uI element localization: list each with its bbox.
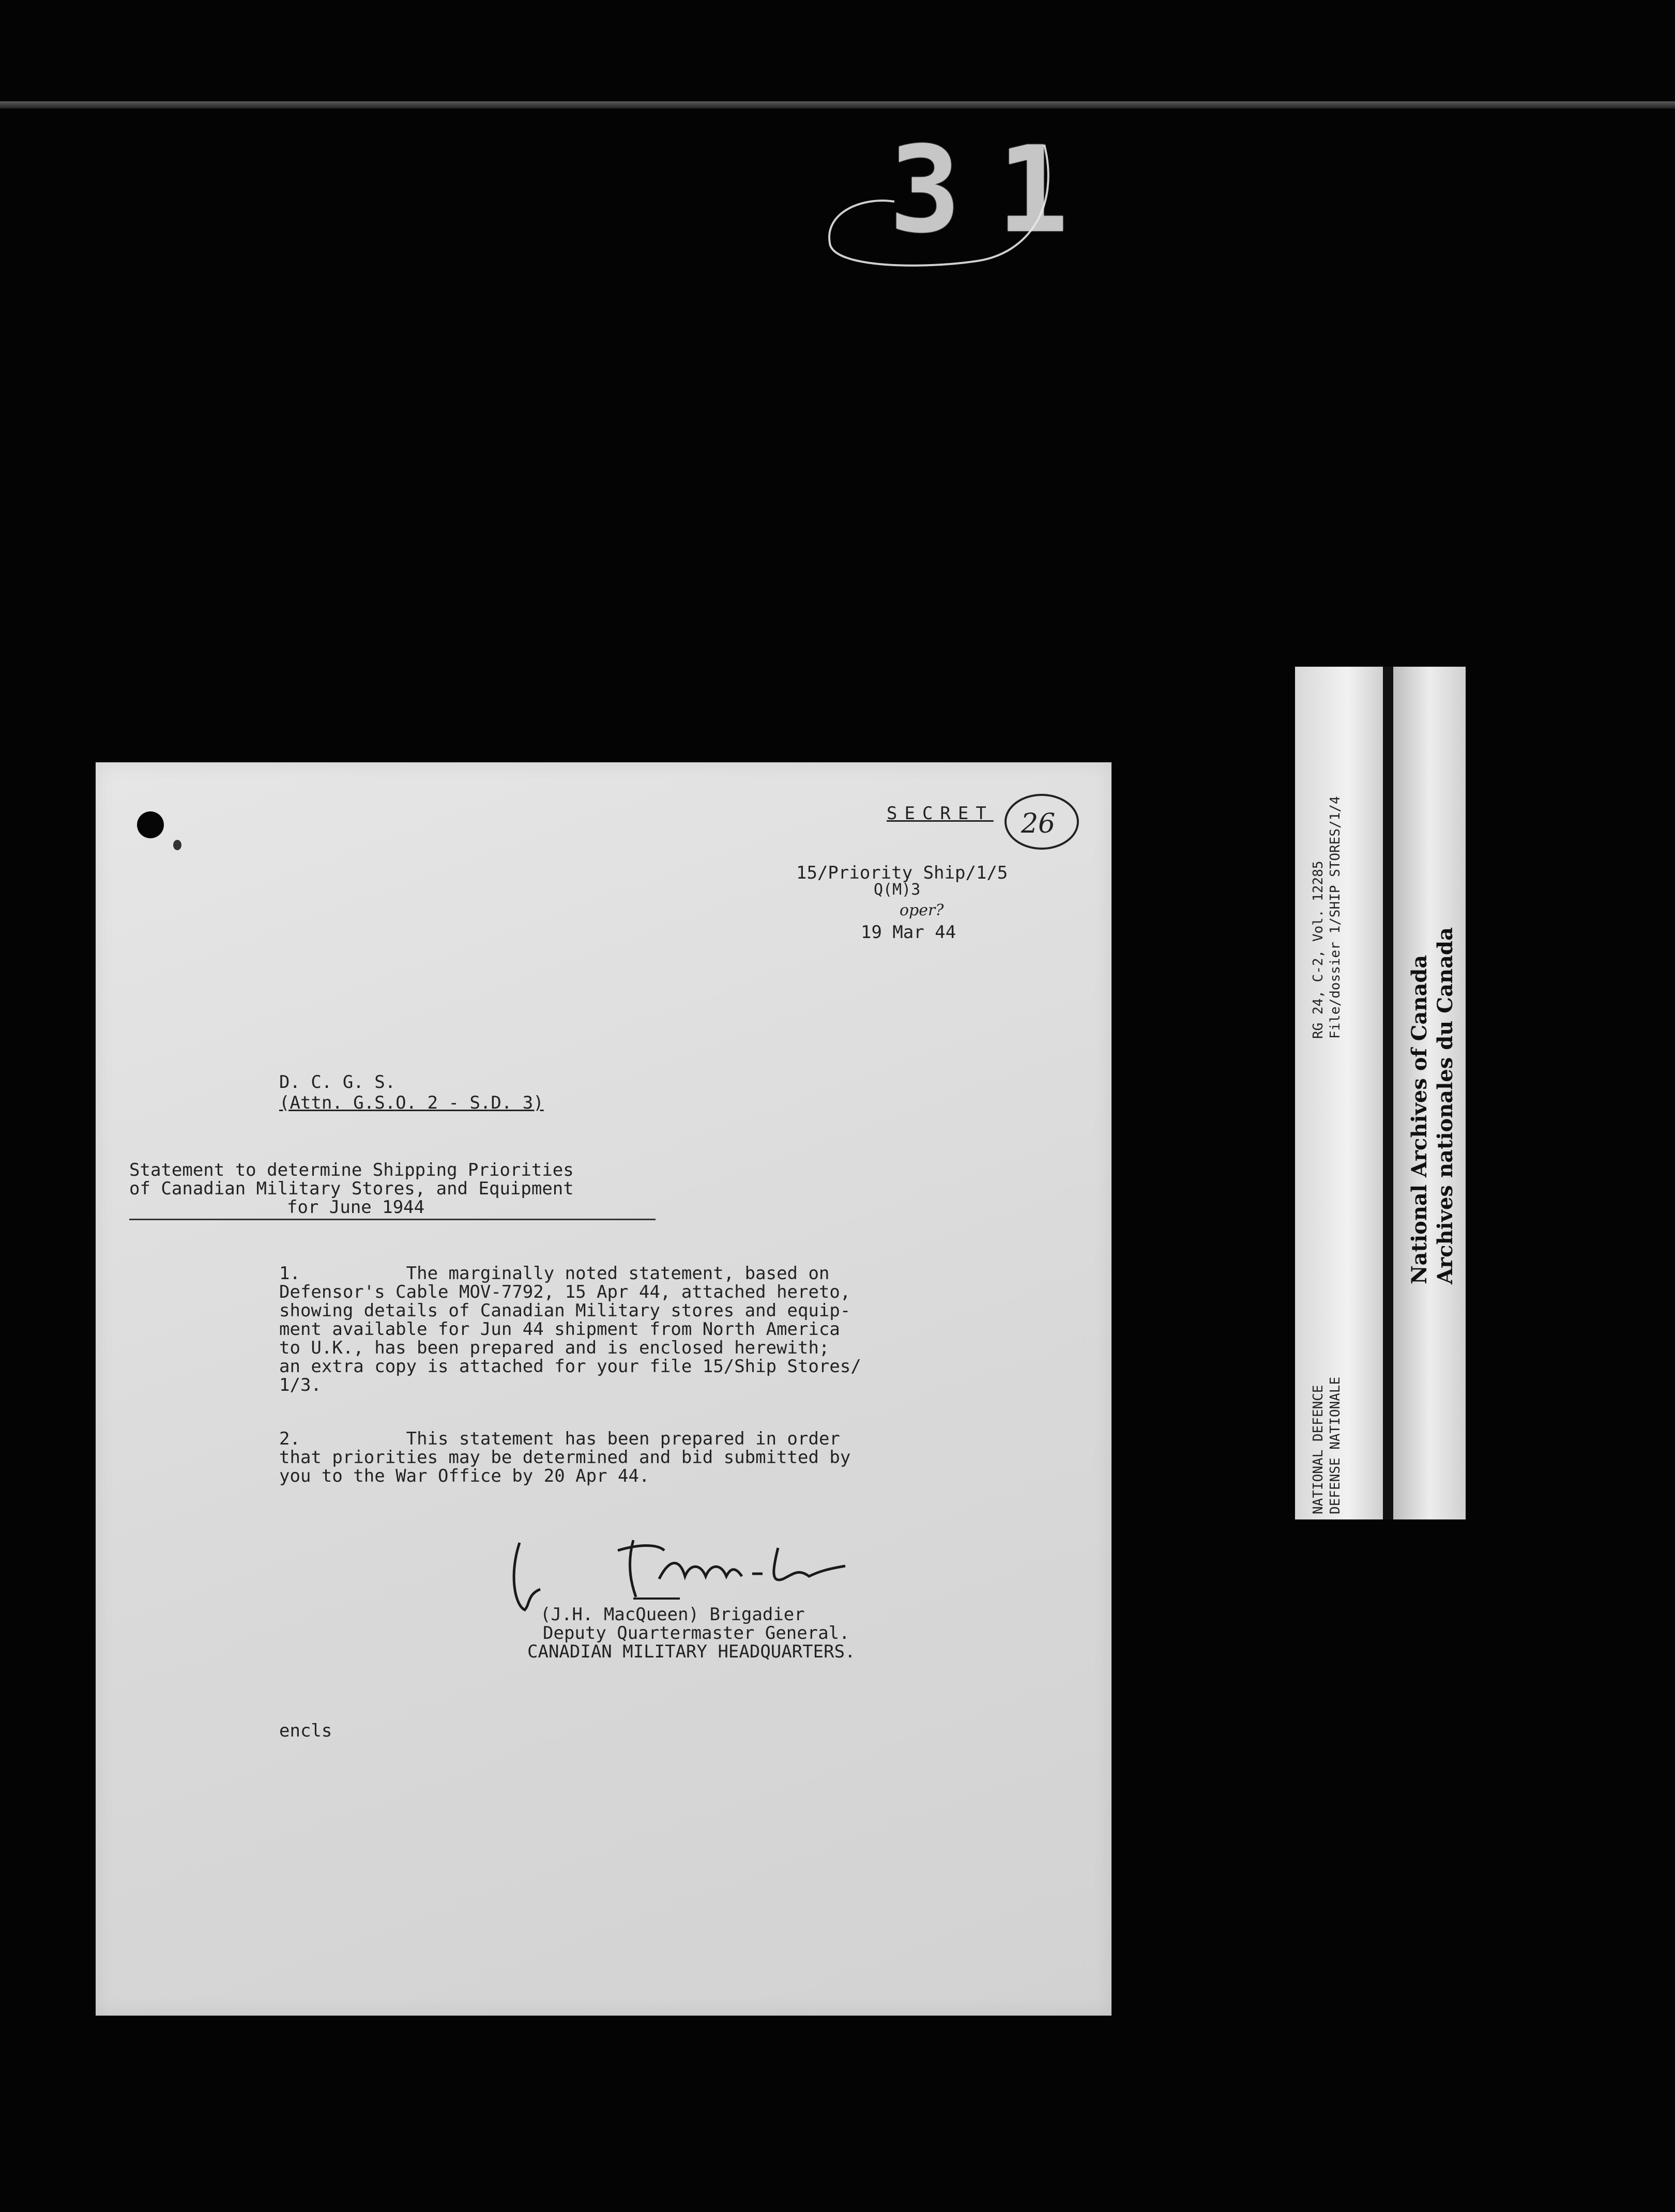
addressee-line-1: D. C. G. S. — [279, 1072, 396, 1093]
paragraph-2-line-1: 2. This statement has been prepared in order — [279, 1428, 840, 1449]
archive-department-line-2: DEFENSE NATIONALE — [1328, 1376, 1343, 1514]
paragraph-1-line-1: 1. The marginally noted statement, based on — [279, 1263, 830, 1284]
paragraph-1-line-7: 1/3. — [279, 1375, 322, 1395]
paragraph-1-line-2: Defensor's Cable MOV-7792, 15 Apr 44, attached hereto, — [279, 1282, 851, 1302]
classification-marking: SECRET — [887, 803, 994, 824]
paragraph-1-line-4: ment available for Jun 44 shipment from North America — [279, 1319, 840, 1340]
paragraph-2-line-3: you to the War Office by 20 Apr 44. — [279, 1466, 650, 1486]
frame-number: 31 — [889, 121, 1105, 259]
signatory-name-rank: (J.H. MacQueen) Brigadier — [540, 1604, 805, 1625]
subject-underline — [129, 1219, 656, 1220]
folio-number: 26 — [1021, 808, 1056, 839]
archive-reference-line-2: File/dossier 1/SHIP STORES/1/4 — [1328, 796, 1343, 1039]
punch-hole-small — [173, 840, 181, 850]
enclosures-note: encls — [279, 1721, 332, 1741]
subject-line-2: of Canadian Military Stores, and Equipment — [129, 1178, 574, 1199]
archive-reference-line-1: RG 24, C-2, Vol. 12285 — [1311, 861, 1326, 1039]
file-reference: 15/Priority Ship/1/5 — [796, 863, 1008, 883]
archives-name-en: National Archives of Canada — [1407, 955, 1432, 1284]
branch-reference: Q(M)3 — [874, 881, 921, 899]
subject-line-3: for June 1944 — [287, 1197, 425, 1218]
handwritten-note: oper? — [900, 901, 944, 919]
archives-name-fr: Archives nationales du Canada — [1433, 927, 1457, 1284]
paragraph-2-line-2: that priorities may be determined and bid submitted by — [279, 1447, 851, 1468]
addressee-line-2: (Attn. G.S.O. 2 - S.D. 3) — [279, 1093, 544, 1113]
punch-hole — [137, 811, 164, 838]
signatory-organization: CANADIAN MILITARY HEADQUARTERS. — [527, 1641, 856, 1662]
document-date: 19 Mar 44 — [861, 922, 956, 943]
document-page — [96, 762, 1111, 2016]
archive-label-divider — [1383, 667, 1393, 1519]
signatory-title: Deputy Quartermaster General. — [543, 1623, 850, 1643]
subject-line-1: Statement to determine Shipping Priorities — [129, 1160, 574, 1180]
film-top-rule — [0, 101, 1675, 109]
paragraph-1-line-5: to U.K., has been prepared and is enclosed herewith; — [279, 1338, 830, 1358]
paragraph-1-line-6: an extra copy is attached for your file 15/Ship Stores/ — [279, 1356, 861, 1377]
archive-department-line-1: NATIONAL DEFENCE — [1311, 1385, 1326, 1514]
paragraph-1-line-3: showing details of Canadian Military stores and equip- — [279, 1300, 851, 1321]
